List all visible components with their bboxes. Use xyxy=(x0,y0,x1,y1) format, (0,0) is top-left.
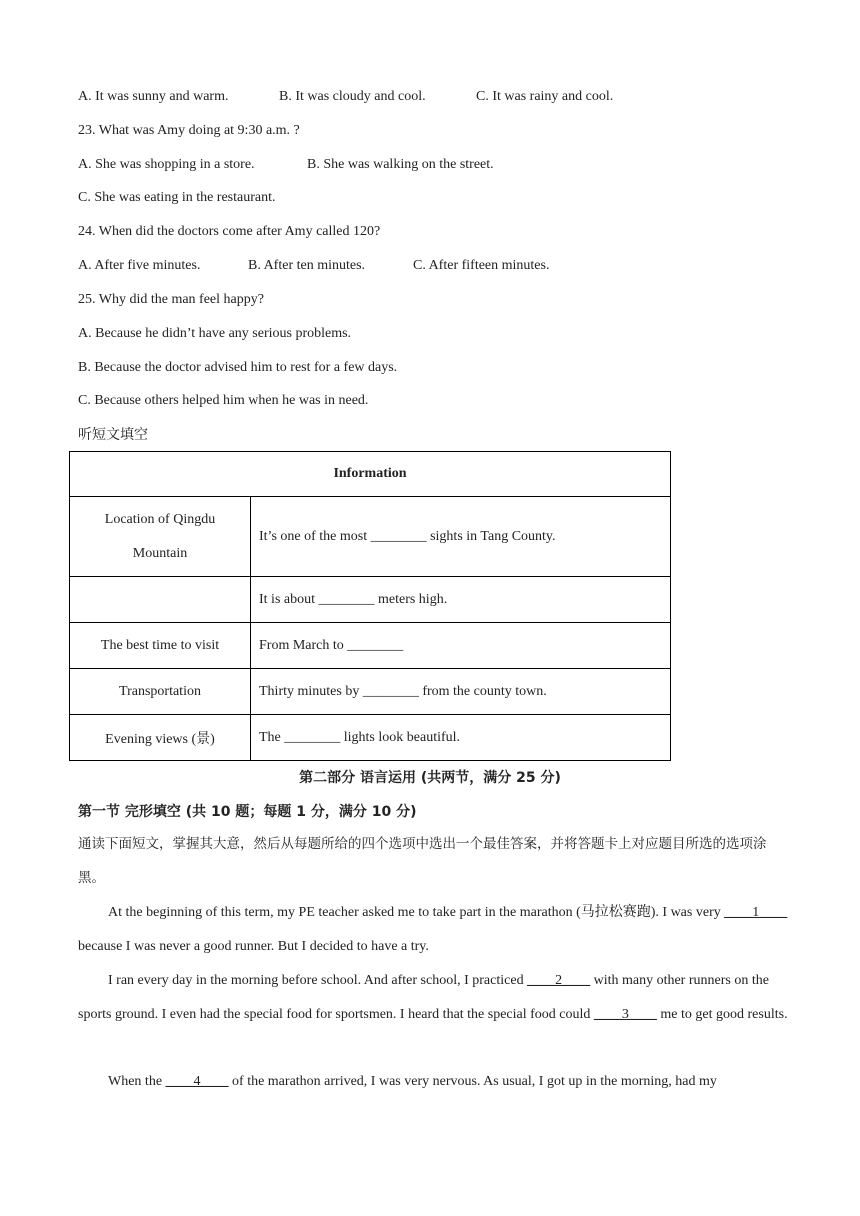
row-label xyxy=(70,497,251,577)
q22-option-a: A. It was sunny and warm. xyxy=(78,89,229,104)
passage-text: of the marathon arrived, I was very nervous. As usual, I got up in the morning, had my xyxy=(228,1074,717,1089)
row-value: It’s one of the most ________ sights in Tang County. xyxy=(251,497,671,577)
passage-text: me to get good results. xyxy=(656,1007,788,1022)
table-row xyxy=(70,715,671,761)
q23-option-b: B. She was walking on the street. xyxy=(307,157,494,172)
q25-option-a: A. Because he didn’t have any serious problems. xyxy=(78,326,352,341)
table-header-row xyxy=(70,452,671,497)
row-value: From March to ________ xyxy=(251,623,671,669)
table-row xyxy=(70,497,671,577)
passage-text: because I was never a good runner. But I decided to have a try. xyxy=(78,939,429,954)
blank-1: ____1____ xyxy=(724,905,788,920)
q24-option-a: A. After five minutes. xyxy=(78,258,201,273)
q24-option-c: C. After fifteen minutes. xyxy=(413,258,550,273)
passage-text: At the beginning of this term, my PE teacher asked me to take part in the marathon (马拉松赛跑). I was very xyxy=(108,905,725,920)
table-header: Information xyxy=(70,452,671,497)
blank-3: ____3____ xyxy=(593,1007,657,1022)
q25-option-c: C. Because others helped him when he was in need. xyxy=(78,393,369,408)
table-row xyxy=(70,669,671,715)
row-value: It is about ________ meters high. xyxy=(251,577,671,623)
passage-text: I ran every day in the morning before school. And after school, I practiced xyxy=(108,973,528,988)
table-row xyxy=(70,623,671,669)
q22-option-c: C. It was rainy and cool. xyxy=(476,89,614,104)
row-label: Evening views (景) xyxy=(70,715,251,761)
row-label: The best time to visit xyxy=(70,623,251,669)
passage-text: When the xyxy=(108,1074,166,1089)
row-value: Thirty minutes by ________ from the county town. xyxy=(251,669,671,715)
q24-option-b: B. After ten minutes. xyxy=(248,258,366,273)
q23-question: 23. What was Amy doing at 9:30 a.m. ? xyxy=(78,123,300,138)
q25-option-b: B. Because the doctor advised him to rest for a few days. xyxy=(78,360,398,375)
information-table xyxy=(69,451,671,761)
q24-question: 24. When did the doctors come after Amy called 120? xyxy=(78,224,381,239)
blank-2: ____2____ xyxy=(527,973,591,988)
row-label xyxy=(70,577,251,623)
q23-option-c: C. She was eating in the restaurant. xyxy=(78,190,276,205)
listening-heading: 听短文填空 xyxy=(78,427,148,443)
row-value: The ________ lights look beautiful. xyxy=(251,715,671,761)
instructions: 通读下面短文，掌握其大意，然后从每题所给的四个选项中选出一个最佳答案，并将答题卡上对应题目所选的选项涂黑。 xyxy=(78,836,767,886)
q25-question: 25. Why did the man feel happy? xyxy=(78,292,264,307)
row-label: Transportation xyxy=(70,669,251,715)
table-row xyxy=(70,577,671,623)
passage-text: with many other runners on the sports ground. I even had the special food for sportsmen. I heard that the special food could xyxy=(78,973,769,1022)
passage-paragraph-2 xyxy=(78,964,788,1032)
row-label-line1: Location of Qingdu xyxy=(104,511,216,527)
q22-option-b: B. It was cloudy and cool. xyxy=(279,89,426,104)
blank-4: ____4____ xyxy=(165,1074,229,1089)
row-label-line2: Mountain xyxy=(132,545,188,561)
q23-option-a: A. She was shopping in a store. xyxy=(78,157,255,172)
section1-title: 第一节 完形填空 (共 10 题；每题 1 分，满分 10 分) xyxy=(78,804,417,820)
passage-paragraph-1 xyxy=(78,896,788,964)
passage-paragraph-3 xyxy=(78,1065,788,1099)
part2-title: 第二部分 语言运用 (共两节，满分 25 分) xyxy=(299,770,561,786)
